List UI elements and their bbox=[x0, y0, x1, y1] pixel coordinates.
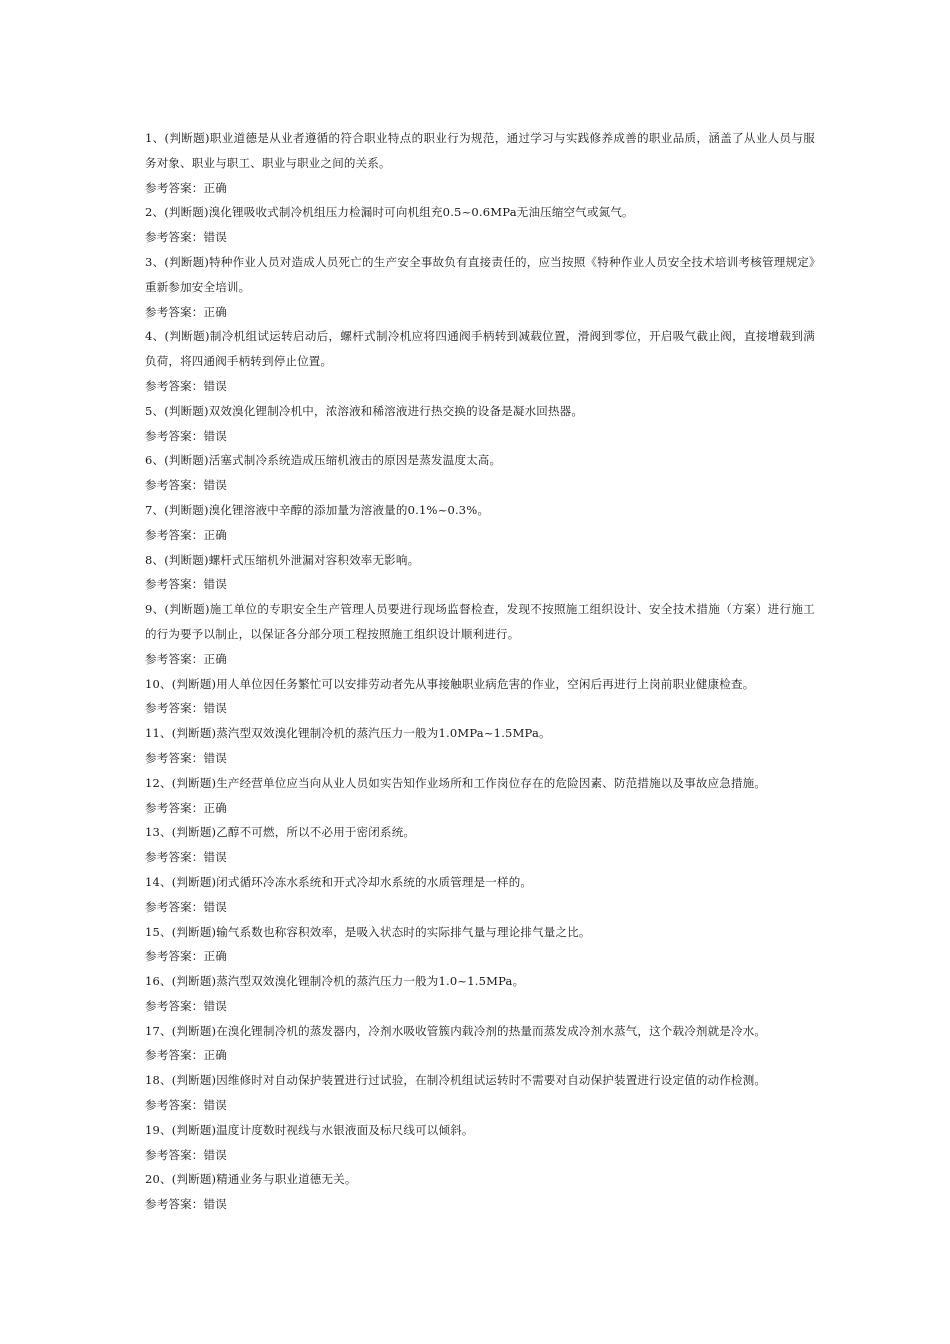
question-list bbox=[145, 126, 815, 1217]
answer-value: 错误 bbox=[203, 230, 227, 245]
question-text: 9、(判断题)施工单位的专职安全生产管理人员要进行现场监督检查，发现不按照施工组织设计、安全技术措施（方案）进行施工的行为要予以制止，以保证各分部分项工程按照施工组织设计顺利进行。 bbox=[145, 602, 815, 641]
answer-prefix: 参考答案： bbox=[145, 180, 204, 195]
question-text: 8、(判断题)螺杆式压缩机外泄漏对容积效率无影响。 bbox=[145, 552, 420, 567]
answer-prefix: 参考答案： bbox=[145, 800, 204, 815]
answer-prefix: 参考答案： bbox=[145, 428, 204, 443]
question-text: 4、(判断题)制冷机组试运转启动后，螺杆式制冷机应将四通阀手柄转到减载位置，滑阀到零位，开启吸气截止阀，直接增载到满负荷，将四通阀手柄转到停止位置。 bbox=[145, 329, 815, 369]
answer-line bbox=[145, 994, 815, 1019]
question-text: 6、(判断题)活塞式制冷系统造成压缩机液击的原因是蒸发温度太高。 bbox=[145, 453, 502, 468]
answer-prefix: 参考答案： bbox=[145, 899, 204, 914]
answer-line bbox=[145, 225, 815, 250]
question-text: 7、(判断题)溴化锂溶液中辛醇的添加量为溶液量的0.1%~0.3%。 bbox=[145, 502, 490, 517]
question-text: 15、(判断题)输气系数也称容积效率，是吸入状态时的实际排气量与理论排气量之比。 bbox=[145, 924, 591, 939]
question-text: 10、(判断题)用人单位因任务繁忙可以安排劳动者先从事接触职业病危害的作业，空闲后再进行上岗前职业健康检查。 bbox=[145, 676, 755, 691]
answer-prefix: 参考答案： bbox=[145, 304, 204, 319]
answer-value: 错误 bbox=[203, 577, 227, 592]
question-text: 12、(判断题)生产经营单位应当向从业人员如实告知作业场所和工作岗位存在的危险因素、防范措施以及事故应急措施。 bbox=[145, 775, 767, 790]
question-text: 1、(判断题)职业道德是从业者遵循的符合职业特点的职业行为规范，通过学习与实践修养成善的职业品质，涵盖了从业人员与服务对象、职业与职工、职业与职业之间的关系。 bbox=[145, 131, 815, 170]
answer-prefix: 参考答案： bbox=[145, 1098, 204, 1113]
answer-value: 正确 bbox=[203, 180, 227, 195]
question-text: 18、(判断题)因维修时对自动保护装置进行过试验，在制冷机组试运转时不需要对自动保护装置进行设定值的动作检测。 bbox=[145, 1073, 767, 1088]
answer-line bbox=[145, 473, 815, 498]
answer-line bbox=[145, 944, 815, 969]
answer-value: 错误 bbox=[203, 750, 227, 765]
answer-value: 正确 bbox=[203, 1048, 227, 1063]
answer-line bbox=[145, 176, 815, 201]
answer-line bbox=[145, 845, 815, 870]
answer-prefix: 参考答案： bbox=[145, 1147, 204, 1162]
answer-prefix: 参考答案： bbox=[145, 949, 204, 964]
answer-line bbox=[145, 696, 815, 721]
answer-value: 错误 bbox=[203, 1197, 227, 1212]
answer-line bbox=[145, 796, 815, 821]
answer-value: 错误 bbox=[203, 378, 227, 393]
answer-prefix: 参考答案： bbox=[145, 1048, 204, 1063]
answer-line bbox=[145, 424, 815, 449]
answer-prefix: 参考答案： bbox=[145, 478, 204, 493]
answer-line bbox=[145, 374, 815, 399]
answer-value: 错误 bbox=[203, 701, 227, 716]
answer-value: 正确 bbox=[203, 527, 227, 542]
answer-value: 错误 bbox=[203, 1147, 227, 1162]
answer-prefix: 参考答案： bbox=[145, 750, 204, 765]
answer-value: 正确 bbox=[203, 949, 227, 964]
question-text: 2、(判断题)溴化锂吸收式制冷机组压力检漏时可向机组充0.5~0.6MPa无油压缩空气或氮气。 bbox=[145, 205, 634, 220]
question-text: 16、(判断题)蒸汽型双效溴化锂制冷机的蒸汽压力一般为1.0~1.5MPa。 bbox=[145, 974, 525, 989]
question-text: 20、(判断题)精通业务与职业道德无关。 bbox=[145, 1172, 357, 1187]
answer-prefix: 参考答案： bbox=[145, 1197, 204, 1212]
answer-line bbox=[145, 1093, 815, 1118]
question-text: 13、(判断题)乙醇不可燃，所以不必用于密闭系统。 bbox=[145, 825, 416, 840]
answer-prefix: 参考答案： bbox=[145, 230, 204, 245]
answer-value: 错误 bbox=[203, 428, 227, 443]
answer-prefix: 参考答案： bbox=[145, 850, 204, 865]
answer-line bbox=[145, 895, 815, 920]
answer-prefix: 参考答案： bbox=[145, 701, 204, 716]
answer-line bbox=[145, 1143, 815, 1168]
answer-value: 错误 bbox=[203, 899, 227, 914]
question-text: 3、(判断题)特种作业人员对造成人员死亡的生产安全事故负有直接责任的，应当按照《特种作业人员安全技术培训考核管理规定》重新参加安全培训。 bbox=[145, 254, 815, 294]
answer-value: 错误 bbox=[203, 998, 227, 1013]
answer-line bbox=[145, 523, 815, 548]
question-text: 17、(判断题)在溴化锂制冷机的蒸发器内，冷剂水吸收管簇内载冷剂的热量而蒸发成冷剂水蒸气，这个载冷剂就是冷水。 bbox=[145, 1023, 767, 1038]
answer-value: 正确 bbox=[203, 800, 227, 815]
answer-line bbox=[145, 300, 815, 325]
answer-line bbox=[145, 1192, 815, 1217]
question-text: 19、(判断题)温度计度数时视线与水银液面及标尺线可以倾斜。 bbox=[145, 1122, 474, 1137]
answer-prefix: 参考答案： bbox=[145, 378, 204, 393]
answer-value: 错误 bbox=[203, 850, 227, 865]
answer-prefix: 参考答案： bbox=[145, 651, 204, 666]
question-text: 11、(判断题)蒸汽型双效溴化锂制冷机的蒸汽压力一般为1.0MPa~1.5MPa。 bbox=[145, 726, 551, 741]
answer-prefix: 参考答案： bbox=[145, 577, 204, 592]
answer-value: 错误 bbox=[203, 478, 227, 493]
answer-value: 正确 bbox=[203, 651, 227, 666]
answer-prefix: 参考答案： bbox=[145, 998, 204, 1013]
answer-value: 错误 bbox=[203, 1098, 227, 1113]
question-text: 5、(判断题)双效溴化锂制冷机中，浓溶液和稀溶液进行热交换的设备是凝水回热器。 bbox=[145, 403, 584, 418]
question-text: 14、(判断题)闭式循环冷冻水系统和开式冷却水系统的水质管理是一样的。 bbox=[145, 874, 533, 889]
answer-line bbox=[145, 746, 815, 771]
answer-line bbox=[145, 647, 815, 672]
answer-line bbox=[145, 1043, 815, 1068]
answer-value: 正确 bbox=[203, 304, 227, 319]
answer-prefix: 参考答案： bbox=[145, 527, 204, 542]
answer-line bbox=[145, 572, 815, 597]
